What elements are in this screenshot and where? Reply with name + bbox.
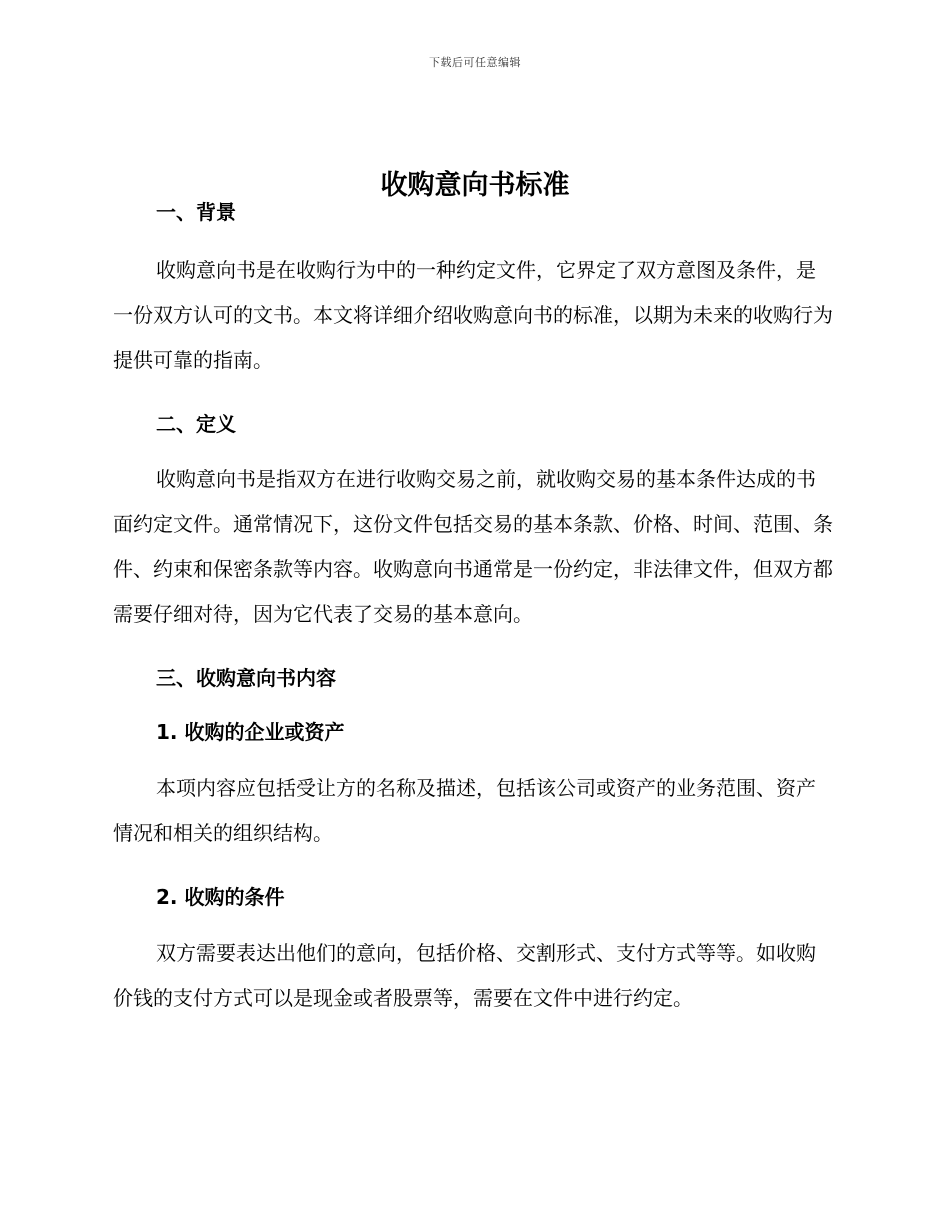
section-heading-content: 三、收购意向书内容 [156, 666, 336, 690]
document-body [113, 196, 833, 1021]
section-heading-background: 一、背景 [156, 200, 236, 224]
subsection-heading-target: 1. 收购的企业或资产 [156, 720, 345, 744]
subsection-body-conditions: 双方需要表达出他们的意向，包括价格、交割形式、支付方式等等。如收购价钱的支付方式可以是现金或者股票等，需要在文件中进行约定。 [113, 941, 816, 1010]
document-title: 收购意向书标准 [380, 170, 570, 202]
header-note: 下载后可任意编辑 [429, 56, 521, 69]
subsection-heading-conditions: 2. 收购的条件 [156, 885, 285, 909]
section-heading-definition: 二、定义 [156, 412, 236, 436]
subsection-body-target: 本项内容应包括受让方的名称及描述，包括该公司或资产的业务范围、资产情况和相关的组织结构。 [113, 776, 816, 845]
section-body-definition: 收购意向书是指双方在进行收购交易之前，就收购交易的基本条件达成的书面约定文件。通常情况下，这份文件包括交易的基本条款、价格、时间、范围、条件、约束和保密条款等内容。收购意向书通常是一份约定，非法律文件，但双方都需要仔细对待，因为它代表了交易的基本意向。 [113, 467, 833, 626]
section-body-background: 收购意向书是在收购行为中的一种约定文件，它界定了双方意图及条件，是一份双方认可的文书。本文将详细介绍收购意向书的标准，以期为未来的收购行为提供可靠的指南。 [113, 258, 833, 372]
